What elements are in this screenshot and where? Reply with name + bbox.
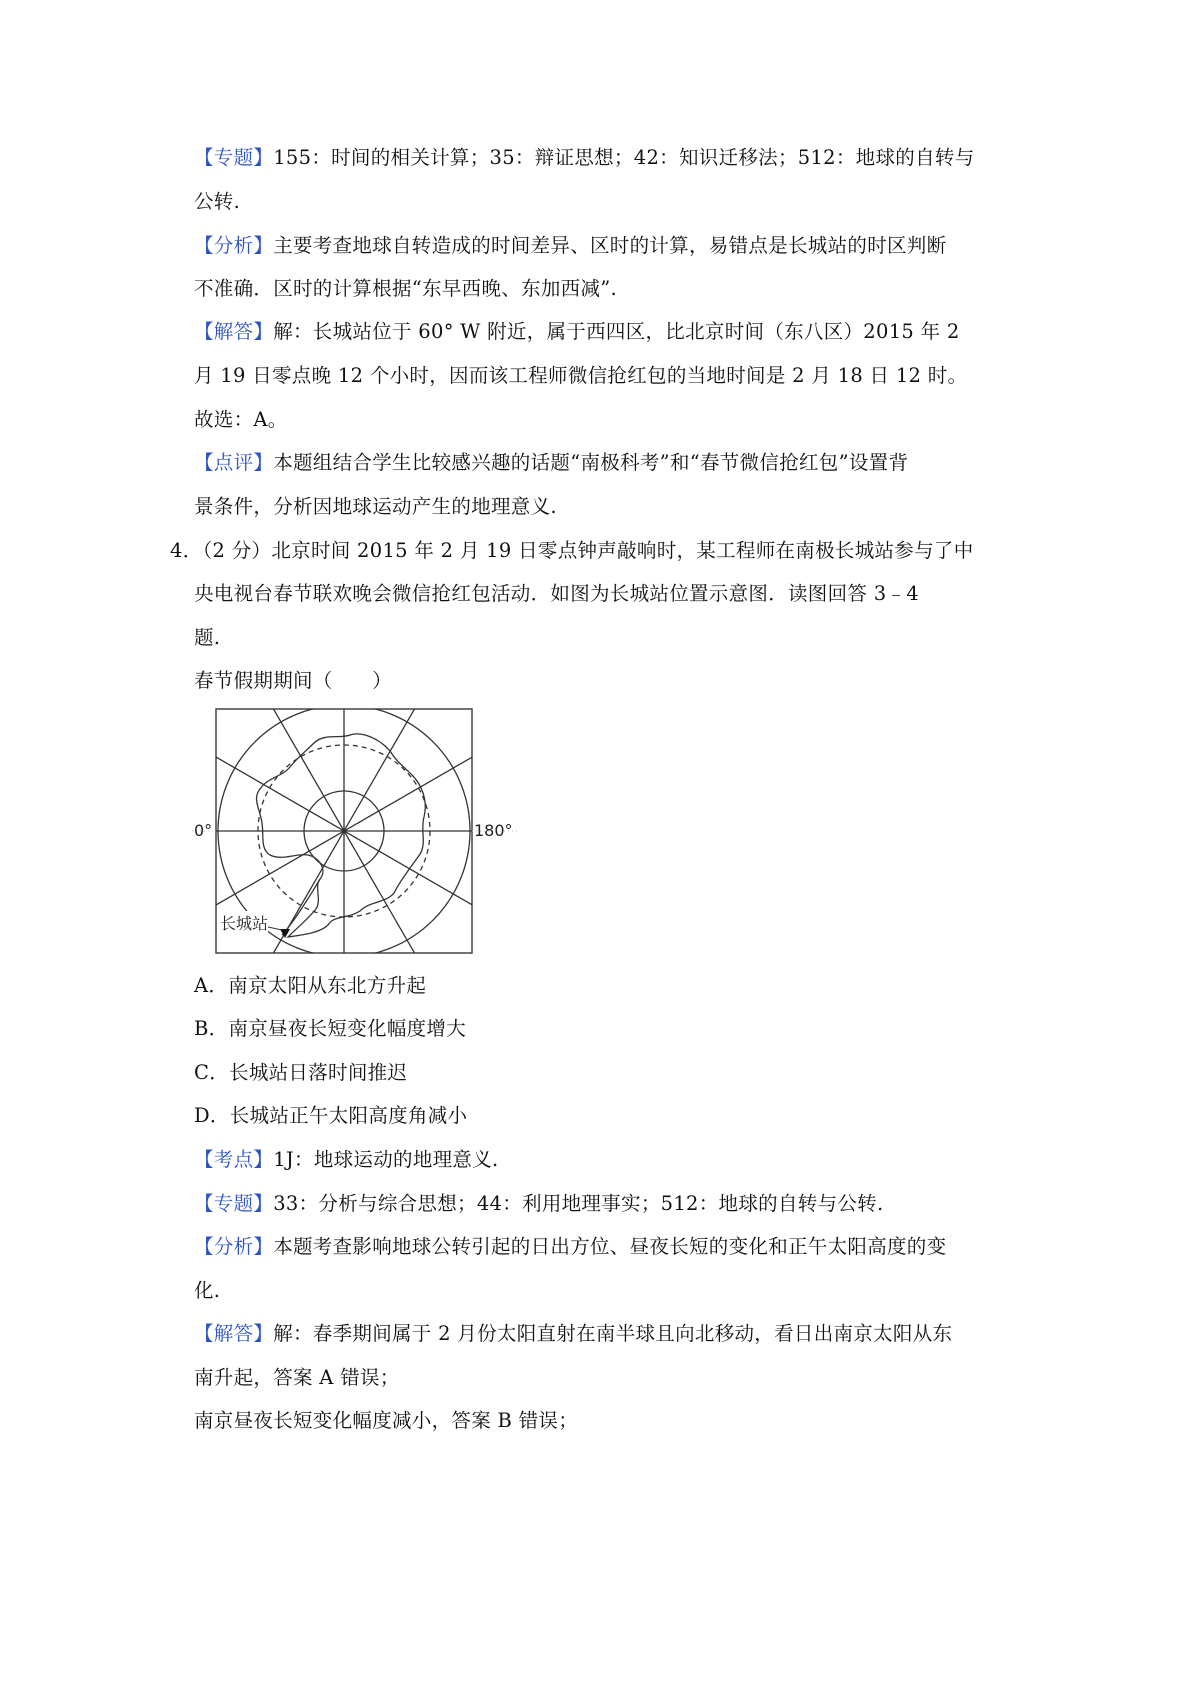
- answer-line: [194, 320, 960, 344]
- analysis-tag-2: 【分析】: [194, 1235, 274, 1258]
- analysis-line: [194, 234, 946, 258]
- topic-line-2: [194, 1192, 883, 1216]
- answer-tag: 【解答】: [194, 320, 274, 343]
- label-0-degree: 0°: [194, 821, 213, 840]
- analysis-line-cont: 不准确．区时的计算根据“东早西晚、东加西减”.: [194, 277, 618, 300]
- option-d: D．长城站正午太阳高度角减小: [194, 1104, 468, 1127]
- topic-tag-2: 【专题】: [194, 1192, 274, 1215]
- antarctica-map-figure: [190, 705, 520, 957]
- comment-line: [194, 451, 908, 475]
- knowledge-point-tag: 【考点】: [194, 1148, 274, 1171]
- topic-line: [194, 146, 974, 170]
- answer-line-2: 月 19 日零点晚 12 个小时，因而该工程师微信抢红包的当地时间是 2 月 18 日 12 时。: [194, 364, 968, 387]
- label-180-degree: 180°: [474, 821, 513, 840]
- question-line-1: 4．（2 分）北京时间 2015 年 2 月 19 日零点钟声敲响时，某工程师在南极长城站参与了中: [170, 539, 974, 562]
- answer-line-b: [194, 1322, 952, 1346]
- analysis-line-2-cont: 化.: [194, 1279, 221, 1302]
- topic-tag: 【专题】: [194, 146, 274, 169]
- analysis-line-2: [194, 1235, 946, 1259]
- analysis-text: 主要考查地球自转造成的时间差异、区时的计算，易错点是长城站的时区判断: [273, 234, 947, 257]
- label-great-wall-station: 长城站: [220, 911, 268, 934]
- topic-text: 155：时间的相关计算；35：辩证思想；42：知识迁移法；512：地球的自转与: [273, 146, 975, 169]
- topic-line-cont: 公转.: [194, 190, 241, 213]
- option-c: C．长城站日落时间推迟: [194, 1061, 408, 1084]
- answer-choice: 故选：A。: [194, 408, 288, 431]
- answer-line-b-2: 南升起，答案 A 错误；: [194, 1366, 400, 1389]
- knowledge-point-text: 1J：地球运动的地理意义.: [273, 1148, 499, 1171]
- answer-text-2: 解：春季期间属于 2 月份太阳直射在南半球且向北移动，看日出南京太阳从东: [273, 1322, 953, 1345]
- answer-text: 解：长城站位于 60° W 附近，属于西四区，比北京时间（东八区）2015 年 2: [273, 320, 960, 343]
- comment-line-cont: 景条件，分析因地球运动产生的地理意义.: [194, 495, 557, 518]
- knowledge-point-line: [194, 1148, 499, 1172]
- analysis-text-2: 本题考查影响地球公转引起的日出方位、昼夜长短的变化和正午太阳高度的变: [273, 1235, 947, 1258]
- question-line-3: 题.: [194, 626, 221, 649]
- answer-tag-2: 【解答】: [194, 1322, 274, 1345]
- topic-text-2: 33：分析与综合思想；44：利用地理事实；512：地球的自转与公转.: [273, 1192, 884, 1215]
- question-stem: 春节假期期间（ ）: [194, 669, 393, 692]
- option-b: B．南京昼夜长短变化幅度增大: [194, 1017, 467, 1040]
- question-line-2: 央电视台春节联欢晚会微信抢红包活动．如图为长城站位置示意图．读图回答 3﹣4: [194, 582, 919, 605]
- analysis-tag: 【分析】: [194, 234, 274, 257]
- option-a: A．南京太阳从东北方升起: [194, 974, 427, 997]
- comment-tag: 【点评】: [194, 451, 274, 474]
- comment-text: 本题组结合学生比较感兴趣的话题“南极科考”和“春节微信抢红包”设置背: [273, 451, 909, 474]
- answer-line-b-3: 南京昼夜长短变化幅度减小，答案 B 错误；: [194, 1409, 579, 1432]
